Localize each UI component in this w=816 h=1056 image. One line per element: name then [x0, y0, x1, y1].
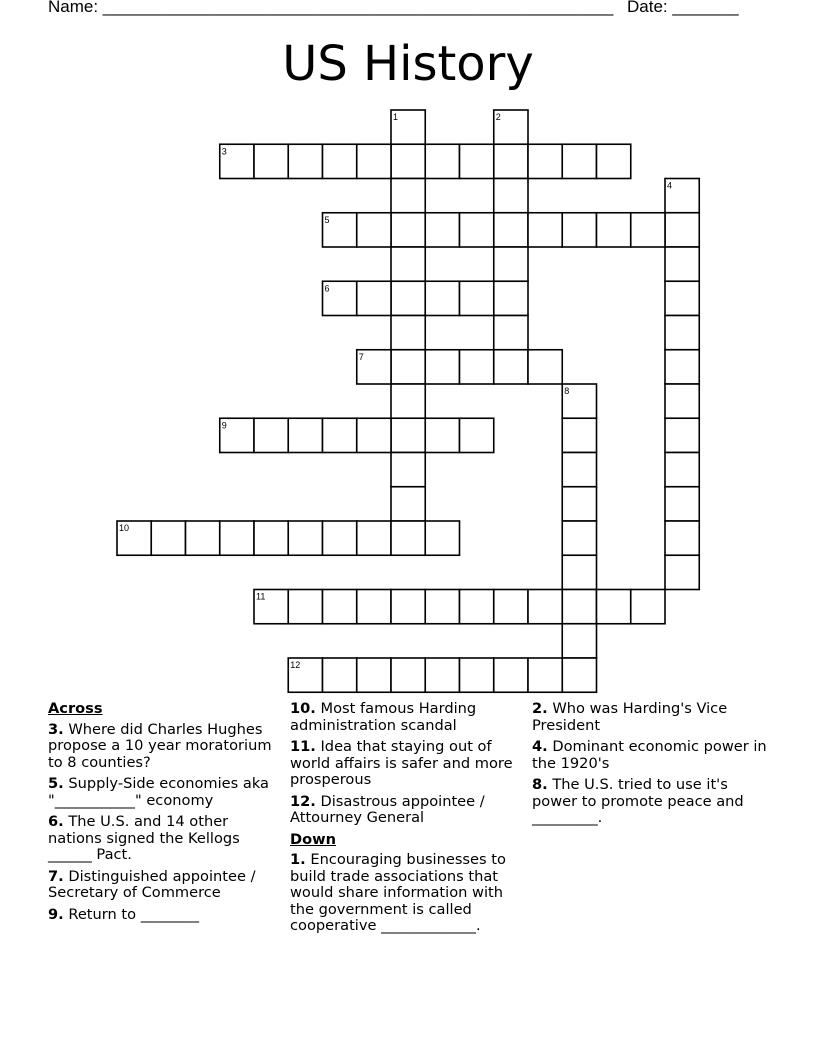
grid-cell[interactable]: [494, 144, 528, 178]
grid-cell[interactable]: [391, 281, 425, 315]
grid-cell[interactable]: [323, 144, 357, 178]
grid-cell[interactable]: [665, 384, 699, 418]
grid-cell[interactable]: [323, 213, 357, 247]
down-clue-2: [532, 701, 772, 734]
grid-cell[interactable]: [391, 247, 425, 281]
grid-cell[interactable]: [460, 658, 494, 692]
grid-cell[interactable]: [562, 658, 596, 692]
grid-cell[interactable]: [665, 418, 699, 452]
grid-cell[interactable]: [562, 384, 596, 418]
grid-cell[interactable]: [494, 590, 528, 624]
grid-cell[interactable]: [665, 179, 699, 213]
clue-text: The U.S. and 14 other nations signed the Kellogs ______ Pact.: [48, 813, 240, 863]
grid-cell[interactable]: [391, 521, 425, 555]
grid-cell[interactable]: [391, 384, 425, 418]
grid-cell[interactable]: [391, 418, 425, 452]
grid-cell[interactable]: [597, 213, 631, 247]
clue-number: 7.: [48, 867, 64, 885]
grid-cell[interactable]: [494, 658, 528, 692]
grid-cell[interactable]: [494, 247, 528, 281]
grid-cell[interactable]: [220, 144, 254, 178]
grid-cell[interactable]: [391, 316, 425, 350]
cell-number: 12: [290, 660, 301, 670]
grid-cell[interactable]: [425, 418, 459, 452]
grid-cell[interactable]: [665, 213, 699, 247]
clues-column-3: [532, 701, 772, 832]
grid-cell[interactable]: [288, 521, 322, 555]
grid-cell[interactable]: [460, 281, 494, 315]
name-field[interactable]: Name: ______________________________________________________: [48, 0, 614, 16]
grid-cell[interactable]: [665, 247, 699, 281]
grid-cell[interactable]: [597, 590, 631, 624]
grid-cell[interactable]: [665, 521, 699, 555]
clue-text: Idea that staying out of world affairs is safer and more prosperous: [290, 738, 513, 788]
clue-text: Dominant economic power in the 1920's: [532, 738, 767, 772]
grid-cell[interactable]: [391, 179, 425, 213]
clue-number: 3.: [48, 720, 64, 738]
grid-cell[interactable]: [665, 453, 699, 487]
grid-cell[interactable]: [665, 316, 699, 350]
grid-cell[interactable]: [186, 521, 220, 555]
across-clue-5: [48, 776, 280, 809]
clue-text: Who was Harding's Vice President: [532, 700, 728, 734]
grid-cell[interactable]: [357, 521, 391, 555]
grid-cell[interactable]: [288, 418, 322, 452]
grid-cell[interactable]: [220, 521, 254, 555]
page-title: US History: [282, 36, 534, 92]
grid-cell[interactable]: [391, 487, 425, 521]
clue-number: 9.: [48, 905, 64, 923]
clue-number: 6.: [48, 813, 64, 830]
grid-cell[interactable]: [357, 658, 391, 692]
grid-cell[interactable]: [425, 144, 459, 178]
grid-cell[interactable]: [425, 350, 459, 384]
grid-cell[interactable]: [665, 555, 699, 589]
grid-cell[interactable]: [494, 281, 528, 315]
down-heading: Down: [290, 830, 337, 848]
grid-cell[interactable]: [460, 350, 494, 384]
grid-cell[interactable]: [562, 624, 596, 658]
grid-cell[interactable]: [288, 658, 322, 692]
grid-cell[interactable]: [357, 418, 391, 452]
clue-text: Supply-Side economies aka "___________" economy: [48, 775, 269, 809]
across-clue-10: [290, 701, 522, 734]
grid-cell[interactable]: [494, 213, 528, 247]
clue-number: 11.: [290, 738, 316, 755]
grid-cell[interactable]: [562, 487, 596, 521]
clue-number: 1.: [290, 851, 306, 868]
down-clue-8: [532, 777, 772, 827]
grid-cell[interactable]: [357, 213, 391, 247]
grid-cell[interactable]: [597, 144, 631, 178]
clue-number: 5.: [48, 775, 64, 792]
grid-cell[interactable]: [494, 316, 528, 350]
cell-number: 5: [324, 214, 330, 225]
across-heading: Across: [48, 700, 103, 717]
clue-number: 4.: [532, 738, 548, 755]
grid-cell[interactable]: [528, 144, 562, 178]
across-clue-11: [290, 739, 522, 789]
clue-text: Disastrous appointee / Attourney General: [290, 792, 485, 826]
grid-cell[interactable]: [254, 418, 288, 452]
cell-number: 7: [358, 351, 364, 362]
grid-cell[interactable]: [460, 213, 494, 247]
grid-cell[interactable]: [391, 453, 425, 487]
grid-cell[interactable]: [631, 590, 665, 624]
grid-cell[interactable]: [460, 144, 494, 178]
across-clue-9: [48, 907, 280, 924]
grid-cell[interactable]: [562, 213, 596, 247]
grid-cell[interactable]: [323, 418, 357, 452]
clue-text: Where did Charles Hughes propose a 10 year moratorium to 8 counties?: [48, 720, 272, 771]
grid-cell[interactable]: [425, 213, 459, 247]
grid-cell[interactable]: [528, 213, 562, 247]
clue-text: Return to ________: [63, 905, 200, 923]
grid-cell[interactable]: [665, 487, 699, 521]
grid-cell[interactable]: [665, 281, 699, 315]
clue-number: 12.: [290, 792, 316, 810]
cell-number: 11: [256, 591, 266, 602]
grid-cell[interactable]: [391, 658, 425, 692]
grid-cell[interactable]: [323, 521, 357, 555]
grid-cell[interactable]: [562, 590, 596, 624]
grid-cell[interactable]: [391, 213, 425, 247]
down-clue-4: [532, 739, 772, 772]
grid-cell[interactable]: [425, 281, 459, 315]
clues-column-2: [290, 701, 522, 940]
cell-number: 10: [119, 523, 130, 533]
grid-cell[interactable]: [357, 590, 391, 624]
cell-number: 8: [564, 386, 570, 396]
clue-number: 8.: [532, 776, 548, 793]
grid-cell[interactable]: [494, 350, 528, 384]
grid-cell[interactable]: [460, 418, 494, 452]
grid-cell[interactable]: [562, 418, 596, 452]
grid-cell[interactable]: [117, 521, 151, 555]
grid-cell[interactable]: [357, 144, 391, 178]
date-field[interactable]: Date: _______: [627, 0, 739, 16]
grid-cell[interactable]: [528, 350, 562, 384]
cell-number: 4: [667, 180, 673, 191]
grid-cell[interactable]: [528, 658, 562, 692]
grid-cell[interactable]: [391, 350, 425, 384]
across-clue-12: [290, 794, 522, 827]
grid-cell[interactable]: [391, 590, 425, 624]
grid-cell[interactable]: [425, 658, 459, 692]
cell-number: 3: [221, 146, 227, 157]
grid-cell[interactable]: [288, 144, 322, 178]
grid-cell[interactable]: [323, 658, 357, 692]
cell-number: 9: [221, 420, 227, 431]
clue-number: 10.: [290, 700, 316, 717]
down-clue-1: [290, 852, 522, 935]
grid-cell[interactable]: [391, 144, 425, 178]
grid-cell[interactable]: [562, 521, 596, 555]
grid-cell[interactable]: [665, 350, 699, 384]
grid-cell[interactable]: [288, 590, 322, 624]
cell-number: 2: [495, 112, 501, 122]
grid-cell[interactable]: [391, 110, 425, 144]
grid-cell[interactable]: [357, 281, 391, 315]
clue-text: Distinguished appointee / Secretary of Commerce: [48, 867, 256, 901]
grid-cell[interactable]: [528, 590, 562, 624]
grid-cell[interactable]: [494, 179, 528, 213]
grid-cell[interactable]: [631, 213, 665, 247]
clue-number: 2.: [532, 700, 548, 717]
grid-cell[interactable]: [254, 521, 288, 555]
across-clue-7: [48, 869, 280, 902]
clue-text: Encouraging businesses to build trade associations that would share information with the government is called cooperative _____________.: [290, 851, 506, 934]
across-clue-3: [48, 722, 280, 772]
across-clue-6: [48, 814, 280, 864]
grid-cell[interactable]: [562, 555, 596, 589]
grid-cell[interactable]: [494, 110, 528, 144]
grid-cell[interactable]: [425, 521, 459, 555]
grid-cell[interactable]: [323, 281, 357, 315]
clues-column-1: [48, 701, 280, 928]
grid-cell[interactable]: [425, 590, 459, 624]
grid-cell[interactable]: [562, 144, 596, 178]
grid-cell[interactable]: [562, 453, 596, 487]
grid-cell[interactable]: [254, 144, 288, 178]
clue-text: The U.S. tried to use it's power to promote peace and _________.: [532, 776, 744, 826]
clue-text: Most famous Harding administration scandal: [290, 700, 477, 734]
grid-cell[interactable]: [323, 590, 357, 624]
cell-number: 1: [393, 112, 399, 122]
grid-cell[interactable]: [220, 418, 254, 452]
cell-number: 6: [324, 283, 330, 294]
grid-cell[interactable]: [460, 590, 494, 624]
grid-cell[interactable]: [151, 521, 185, 555]
grid-cell[interactable]: [254, 590, 288, 624]
grid-cell[interactable]: [357, 350, 391, 384]
